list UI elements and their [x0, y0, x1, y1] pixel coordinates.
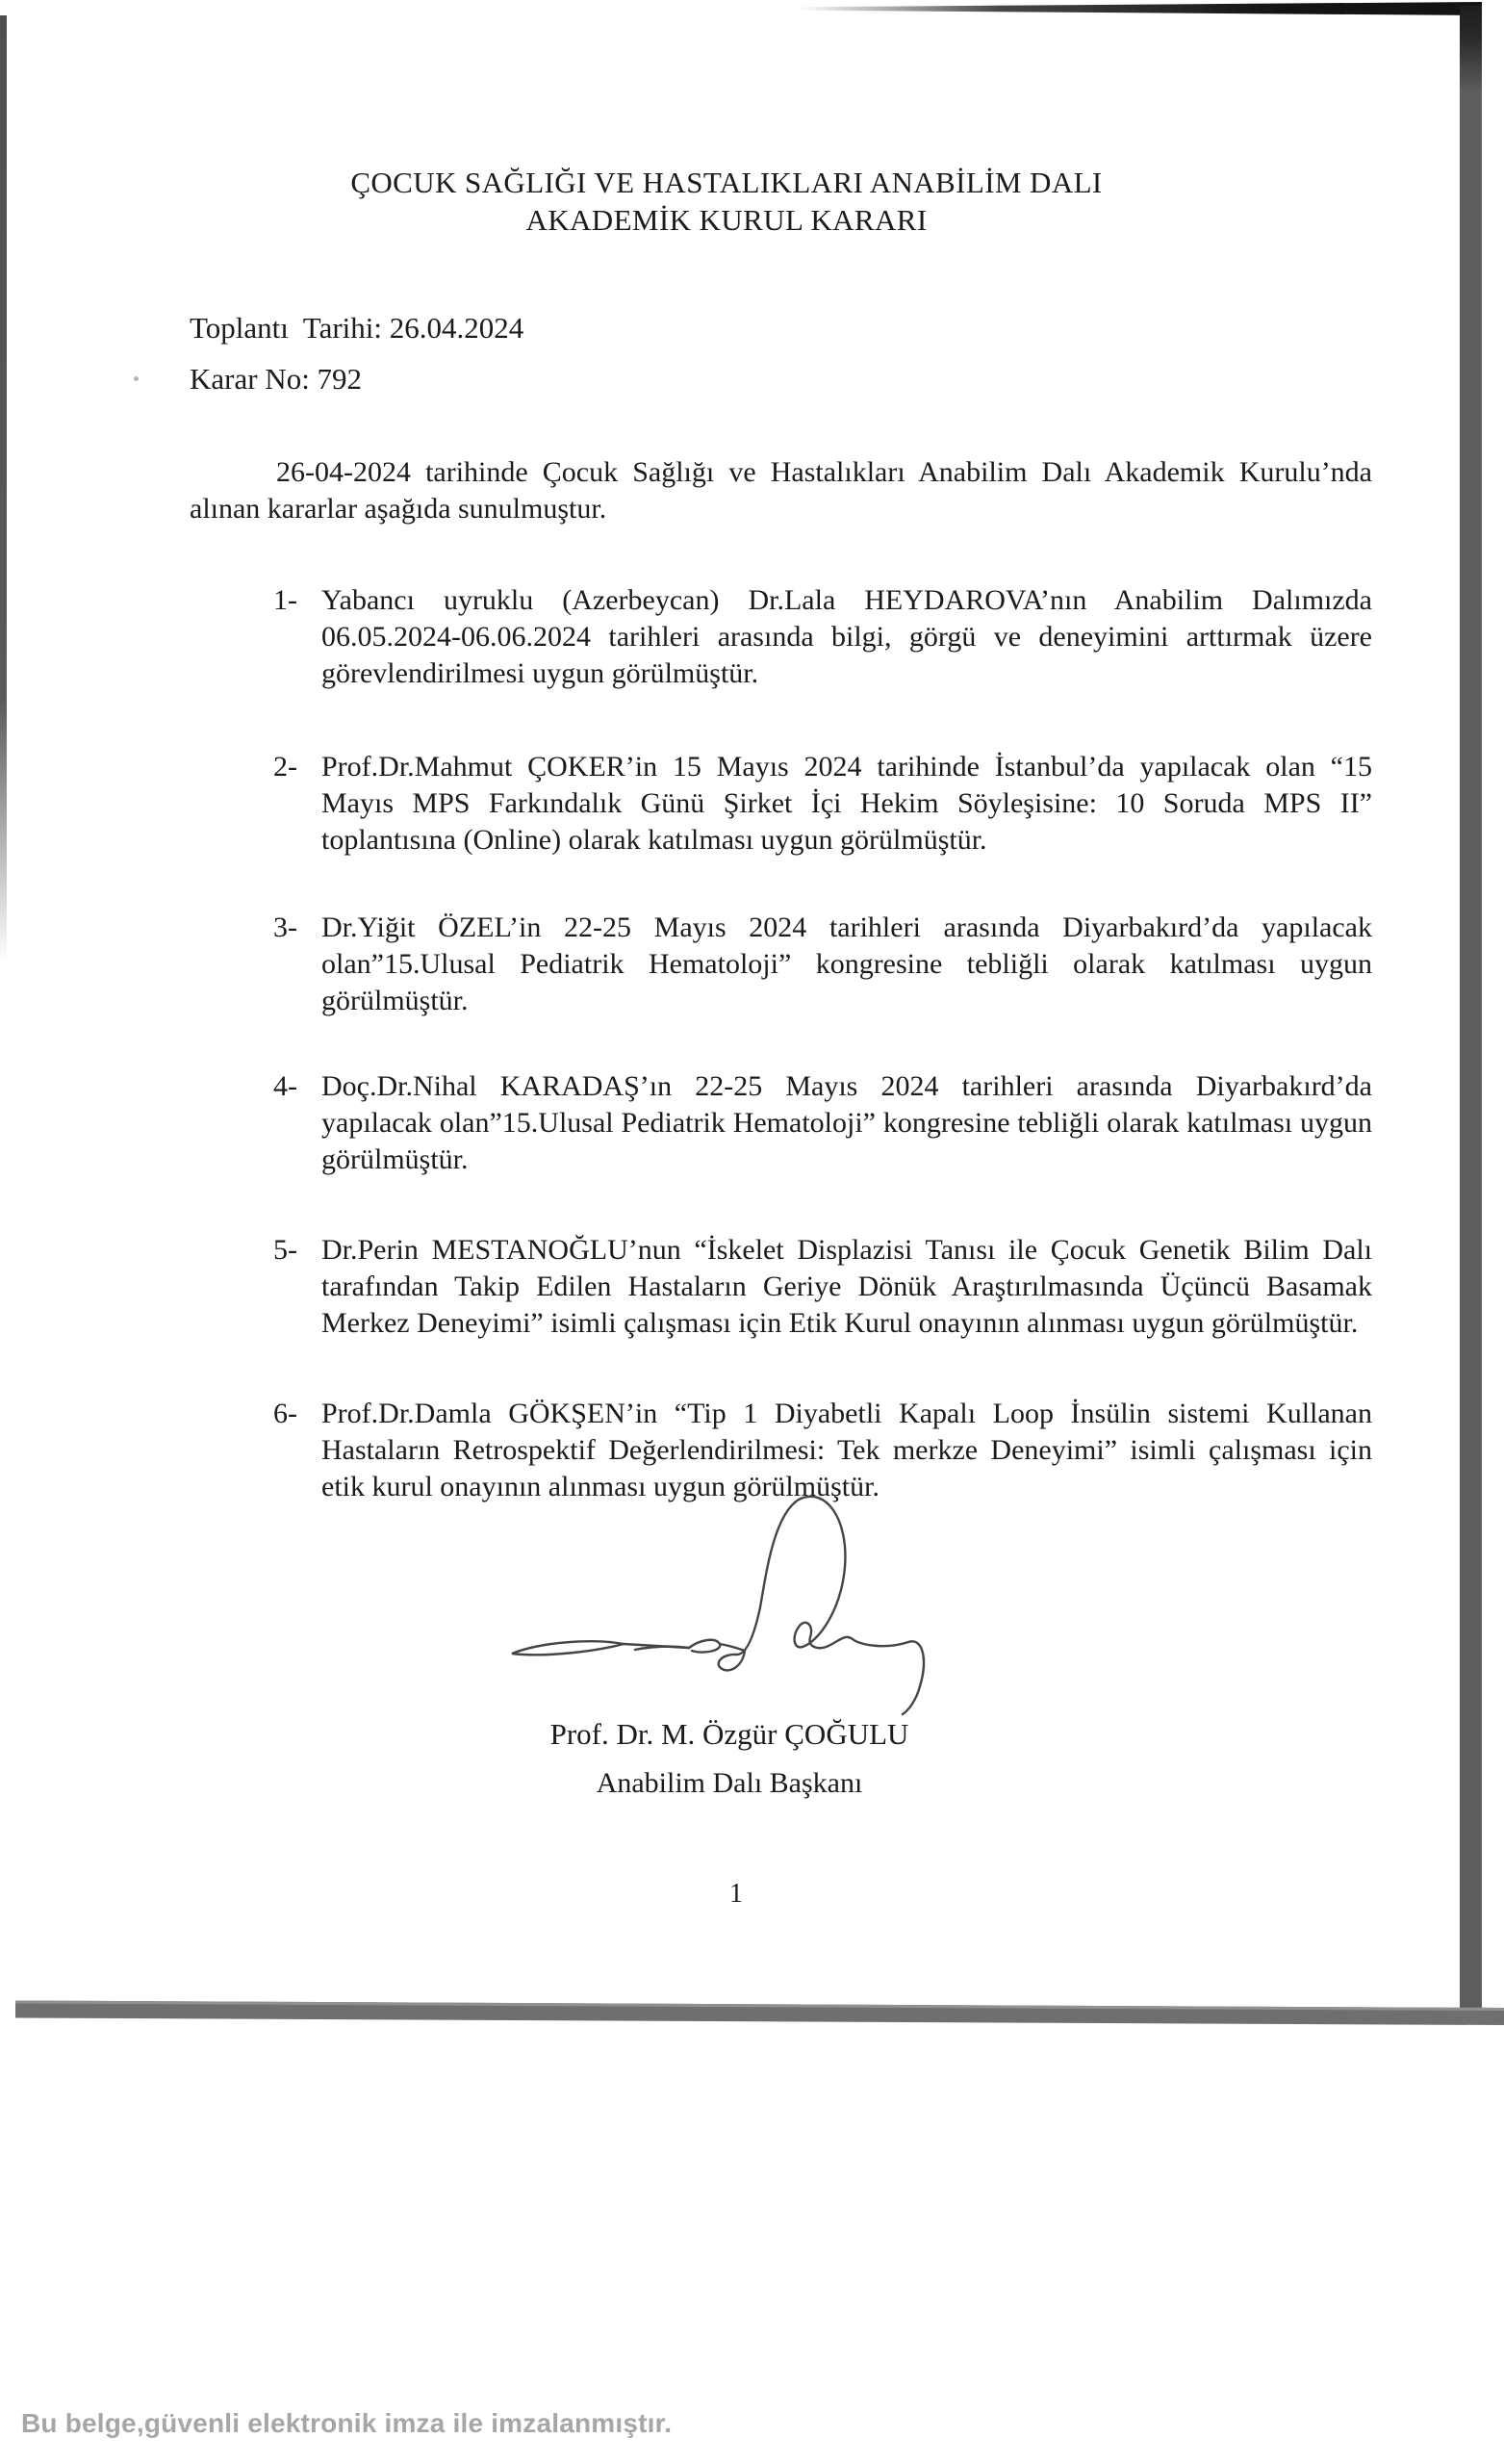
meeting-date: Toplantı Tarihi: 26.04.2024 [190, 311, 524, 345]
item-number: 1- [273, 584, 297, 616]
item-text: Dr.Yiğit ÖZEL’in 22-25 Mayıs 2024 tarihleri arasında Diyarbakırd’da yapılacak olan”15.Ulusal Pediatrik Hematoloji” kongresine tebliğli olarak katılması uygun görülmüştür. [321, 911, 1372, 1016]
decision-item-1 [273, 582, 1372, 692]
item-text: Prof.Dr.Mahmut ÇOKER’in 15 Mayıs 2024 tarihinde İstanbul’da yapılacak olan “15 Mayıs MPS Farkındalık Günü Şirket İçi Hekim Söyleşisine: 10 Soruda MPS II” toplantısına (Online) olarak katılması uygun görülmüştür. [321, 751, 1372, 856]
scan-edge-bottom [15, 2000, 1504, 2025]
decision-number: Karar No: 792 [190, 362, 363, 396]
title-line-2: AKADEMİK KURUL KARARI [525, 203, 928, 237]
item-text: Dr.Perin MESTANOĞLU’nun “İskelet Displazisi Tanısı ile Çocuk Genetik Bilim Dalı tarafından Takip Edilen Hastaların Geriye Dönük Araştırılmasında Üçüncü Basamak Merkez Deneyimi” isimli çalışması için Etik Kurul onayının alınması uygun görülmüştür. [321, 1234, 1372, 1339]
decision-item-4 [273, 1068, 1372, 1178]
scan-edge-left [0, 15, 7, 963]
decision-item-3 [273, 910, 1372, 1019]
signatory-title: Anabilim Dalı Başkanı [596, 1767, 863, 1799]
decision-item-5 [273, 1232, 1372, 1342]
item-text: Doç.Dr.Nihal KARADAŞ’ın 22-25 Mayıs 2024 tarihleri arasında Diyarbakırd’da yapılacak olan”15.Ulusal Pediatrik Hematoloji” kongresine tebliğli olarak katılması uygun görülmüştür. [321, 1070, 1372, 1175]
intro-paragraph: 26-04-2024 tarihinde Çocuk Sağlığı ve Hastalıkları Anabilim Dalı Akademik Kurulu’nda alınan kararlar aşağıda sunulmuştur. [190, 456, 1372, 525]
title-line-1: ÇOCUK SAĞLIĞI VE HASTALIKLARI ANABİLİM DALI [350, 166, 1103, 199]
item-text: Prof.Dr.Damla GÖKŞEN’in “Tip 1 Diyabetli Kapalı Loop İnsülin sistemi Kullanan Hastaların Retrospektif Değerlendirilmesi: Tek merkze Deneyimi” isimli çalışması için etik kurul onayının alınması uygun görülmüştür. [321, 1398, 1372, 1502]
scan-edge-top [797, 2, 1482, 15]
scan-edge-right [1460, 6, 1482, 2012]
item-text: Yabancı uyruklu (Azerbeycan) Dr.Lala HEYDAROVA’nın Anabilim Dalımızda 06.05.2024-06.06.2024 tarihleri arasında bilgi, görgü ve deneyimini arttırmak üzere görevlendirilmesi uygun görülmüştür. [321, 584, 1372, 689]
signature-scribble [500, 1490, 943, 1721]
item-number: 2- [273, 751, 297, 783]
item-number: 6- [273, 1398, 297, 1429]
page-number: 1 [729, 1879, 743, 1909]
page-title [130, 164, 1323, 239]
decision-item-2 [273, 749, 1372, 859]
decision-item-6 [273, 1396, 1372, 1505]
signatory-name: Prof. Dr. M. Özgür ÇOĞULU [549, 1717, 909, 1751]
item-number: 4- [273, 1070, 297, 1102]
scan-speck [134, 376, 139, 381]
item-number: 3- [273, 911, 297, 943]
item-number: 5- [273, 1234, 297, 1266]
esign-footer-note: Bu belge,güvenli elektronik imza ile imzalanmıştır. [21, 2408, 673, 2438]
